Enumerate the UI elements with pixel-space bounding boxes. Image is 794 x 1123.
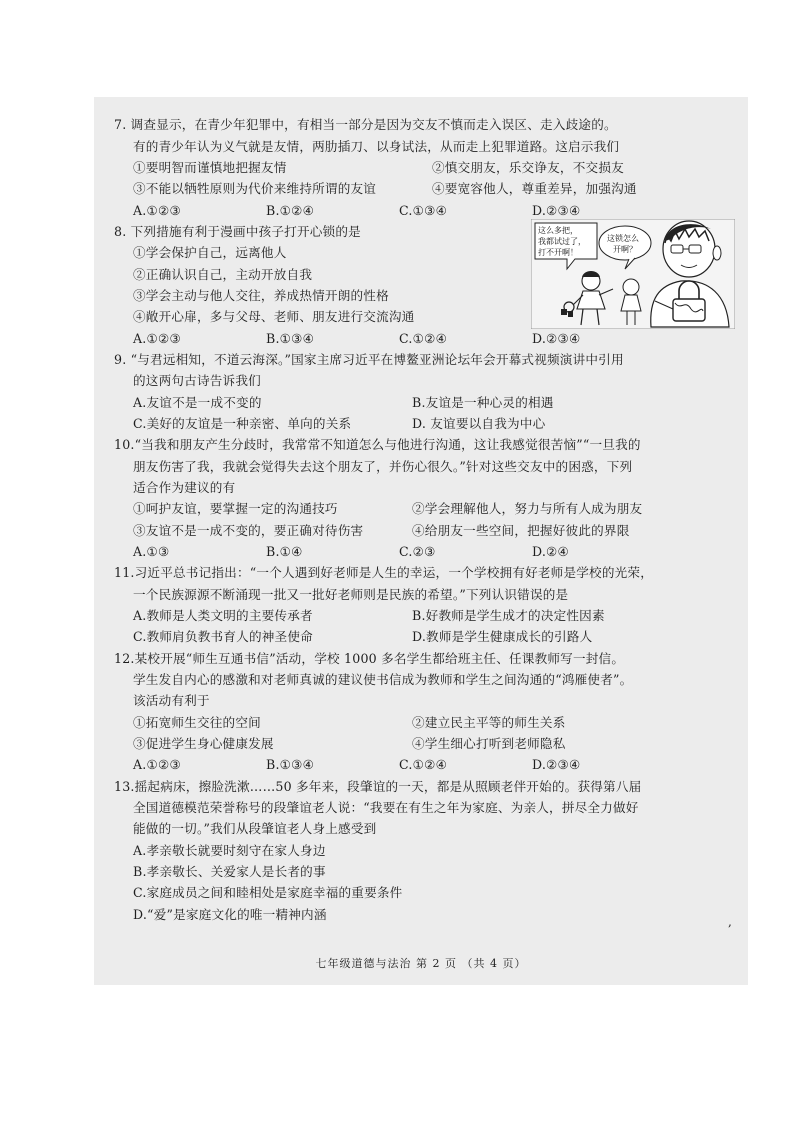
q8-choice-a: A.①②③ — [133, 331, 181, 346]
q13-option-b: B.孝亲敬长、关爱家人是长者的事 — [133, 864, 326, 879]
q8-option-3: ③学会主动与他人交往，养成热情开朗的性格 — [133, 288, 389, 303]
q11-option-c: C.教师肩负教书育人的神圣使命 — [133, 629, 313, 644]
q8-option-2: ②正确认识自己，主动开放自我 — [133, 267, 313, 282]
q7-stem-line2: 有的青少年认为义气就是友情，两肋插刀、以身试法，从而走上犯罪道路。这启示我们 — [133, 139, 620, 154]
q7-option-4: ④要宽容他人，尊重差异，加强沟通 — [432, 181, 637, 196]
q10-choice-d: D.②④ — [532, 544, 570, 559]
q8-choices — [133, 331, 665, 347]
q13-stem-line2: 全国道德模范荣誉称号的段肇谊老人说：“我要在有生之年为家庭、为亲人，拼尽全力做好 — [133, 800, 639, 815]
q12-option-4: ④学生细心打听到老师隐私 — [412, 736, 566, 751]
cartoon-bubble2-line1: 这锁怎么 — [607, 234, 639, 243]
q12-choices — [133, 757, 665, 773]
q7-choice-c: C.①③④ — [399, 203, 448, 218]
q10-choice-b: B.①④ — [266, 544, 303, 559]
q12-option-1: ①拓宽师生交往的空间 — [133, 715, 261, 730]
cartoon-bubble1-line2: 我都试过了， — [538, 237, 586, 246]
q10-option-1: ①呵护友谊，要掌握一定的沟通技巧 — [133, 501, 338, 516]
q10-stem-line1: 10.“当我和朋友产生分歧时，我常常不知道怎么与他进行沟通，这让我感觉很苦恼”“一旦我的 — [114, 437, 641, 452]
page-footer: 七年级道德与法治 第 2 页 （共 4 页） — [315, 957, 527, 970]
q11-stem-line1: 11.习近平总书记指出：“一个人遇到好老师是人生的幸运，一个学校拥有好老师是学校的光荣， — [114, 565, 654, 580]
q8-choice-c: C.①②④ — [399, 331, 448, 346]
q12-option-2: ②建立民主平等的师生关系 — [412, 715, 566, 730]
q10-choice-c: C.②③ — [399, 544, 436, 559]
q10-option-4: ④给朋友一些空间，把握好彼此的界限 — [412, 523, 630, 538]
q11-option-d: D.教师是学生健康成长的引路人 — [412, 629, 593, 644]
q12-choice-d: D.②③④ — [532, 757, 581, 772]
q13-option-c: C.家庭成员之间和睦相处是家庭幸福的重要条件 — [133, 885, 403, 900]
q7-option-1: ①要明智而谨慎地把握友情 — [133, 160, 287, 175]
q12-choice-b: B.①③④ — [266, 757, 315, 772]
q12-stem-line2: 学生发自内心的感激和对老师真诚的建议使书信成为教师和学生之间沟通的“鸿雁使者”。 — [133, 672, 633, 687]
q13-stem-line3: 能做的一切。”我们从段肇谊老人身上感受到 — [133, 821, 377, 836]
q12-stem-line3: 该活动有利于 — [133, 693, 210, 708]
stray-mark: , — [728, 915, 732, 929]
q13-stem-line1: 13.摇起病床，擦脸洗漱……50 多年来，段肇谊的一天，都是从照顾老伴开始的。获得第八届 — [114, 779, 642, 794]
q12-choice-c: C.①②④ — [399, 757, 448, 772]
q13-option-d: D.“爱”是家庭文化的唯一精神内涵 — [133, 907, 327, 922]
q9-option-a: A.友谊不是一成不变的 — [133, 395, 262, 410]
q7-option-3: ③不能以牺牲原则为代价来维持所谓的友谊 — [133, 181, 377, 196]
cartoon-illustration — [531, 219, 735, 329]
q12-option-3: ③促进学生身心健康发展 — [133, 736, 274, 751]
q7-choice-d: D.②③④ — [532, 203, 581, 218]
q11-stem-line2: 一个民族源源不断涌现一批又一批好老师则是民族的希望。”下列认识错误的是 — [133, 587, 569, 602]
q10-choice-a: A.①③ — [133, 544, 170, 559]
q9-option-c: C.美好的友谊是一种亲密、单向的关系 — [133, 416, 352, 431]
q9-stem-line1: 9. “与君远相知，不道云海深。”国家主席习近平在博鳌亚洲论坛年会开幕式视频演讲中引用 — [114, 352, 624, 367]
q10-option-3: ③友谊不是一成不变的，要正确对待伤害 — [133, 523, 364, 538]
q8-option-1: ①学会保护自己，远离他人 — [133, 245, 287, 260]
q12-stem-line1: 12.某校开展“师生互通书信”活动，学校 1000 多名学生都给班主任、任课教师写一封信。 — [114, 651, 625, 666]
cartoon-bubble1-line3: 打不开啊！ — [538, 248, 578, 257]
q7-option-2: ②慎交朋友，乐交诤友，不交损友 — [432, 160, 624, 175]
q9-option-d: D. 友谊要以自我为中心 — [412, 416, 546, 431]
q10-choices — [133, 544, 665, 560]
cartoon-bubble2-line2: 开啊？ — [613, 245, 637, 254]
q10-stem-line2: 朋友伤害了我，我就会觉得失去这个朋友了，并伤心很久。”针对这些交友中的困惑，下列 — [133, 459, 633, 474]
q10-option-2: ②学会理解他人，努力与所有人成为朋友 — [412, 501, 643, 516]
exam-page — [94, 97, 748, 985]
q7-choices — [133, 203, 665, 219]
q12-choice-a: A.①②③ — [133, 757, 181, 772]
q13-option-a: A.孝亲敬长就要时刻守在家人身边 — [133, 843, 326, 858]
q7-stem-line1: 7. 调查显示，在青少年犯罪中，有相当一部分是因为交友不慎而走入误区、走入歧途的。 — [114, 117, 617, 132]
q9-stem-line2: 的这两句古诗告诉我们 — [133, 373, 261, 388]
q8-option-4: ④敞开心扉，多与父母、老师、朋友进行交流沟通 — [133, 309, 415, 324]
q8-choice-b: B.①③④ — [266, 331, 315, 346]
q11-option-a: A.教师是人类文明的主要传承者 — [133, 608, 313, 623]
q7-choice-b: B.①②④ — [266, 203, 315, 218]
q8-stem: 8. 下列措施有利于漫画中孩子打开心锁的是 — [114, 224, 361, 239]
cartoon-bubble1-line1: 这么多把， — [538, 226, 578, 235]
q11-option-b: B.好教师是学生成才的决定性因素 — [412, 608, 605, 623]
q9-option-b: B.友谊是一种心灵的相遇 — [412, 395, 554, 410]
q8-choice-d: D.②③④ — [532, 331, 581, 346]
q7-choice-a: A.①②③ — [133, 203, 181, 218]
q10-stem-line3: 适合作为建议的有 — [133, 480, 236, 495]
